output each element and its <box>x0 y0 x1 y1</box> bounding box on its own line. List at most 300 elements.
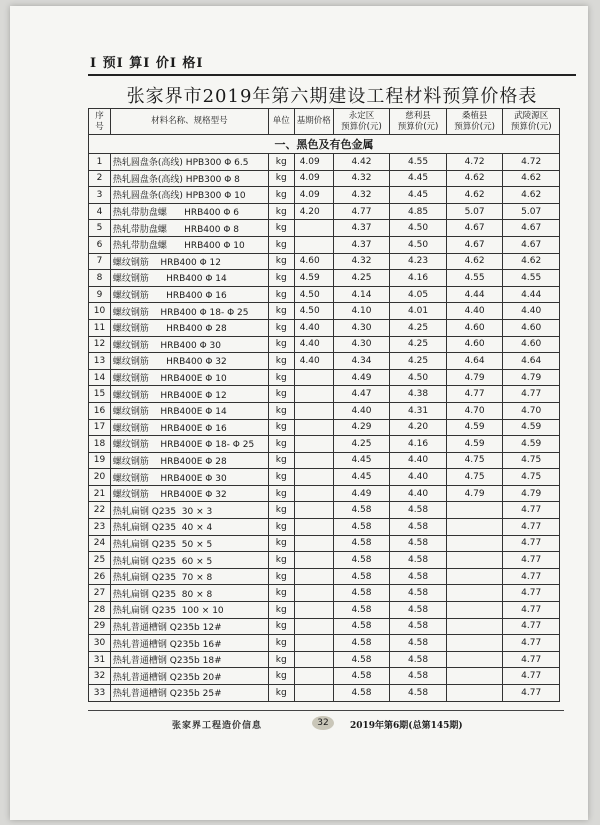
row-no: 21 <box>89 485 111 502</box>
price-yongding: 4.30 <box>333 319 390 336</box>
unit: kg <box>268 535 294 552</box>
row-no: 30 <box>89 635 111 652</box>
price-sangzhi: 4.59 <box>446 419 503 436</box>
price-wulingyuan: 4.77 <box>503 651 560 668</box>
price-wulingyuan: 4.77 <box>503 568 560 585</box>
base-price <box>294 436 333 453</box>
base-price: 4.09 <box>294 170 333 187</box>
material-name: 热轧带肋盘螺 HRB400 Φ 10 <box>110 236 268 253</box>
header-wulingyuan: 武陵源区 预算价(元) <box>503 109 560 135</box>
base-price: 4.40 <box>294 353 333 370</box>
row-no: 1 <box>89 154 111 171</box>
price-cili: 4.58 <box>390 535 447 552</box>
material-name: 热轧普通槽钢 Q235b 18# <box>110 651 268 668</box>
header-unit: 单位 <box>268 109 294 135</box>
price-cili: 4.58 <box>390 635 447 652</box>
price-wulingyuan: 4.60 <box>503 336 560 353</box>
price-cili: 4.25 <box>390 336 447 353</box>
price-sangzhi: 4.62 <box>446 170 503 187</box>
price-yongding: 4.37 <box>333 220 390 237</box>
price-wulingyuan: 4.79 <box>503 369 560 386</box>
table-row <box>89 253 560 270</box>
price-sangzhi <box>446 552 503 569</box>
table-row <box>89 452 560 469</box>
material-name: 螺纹钢筋 HRB400E Φ 16 <box>110 419 268 436</box>
price-cili: 4.25 <box>390 319 447 336</box>
row-no: 10 <box>89 303 111 320</box>
unit: kg <box>268 452 294 469</box>
price-sangzhi: 4.64 <box>446 353 503 370</box>
unit: kg <box>268 386 294 403</box>
table-row <box>89 635 560 652</box>
price-yongding: 4.25 <box>333 436 390 453</box>
row-no: 25 <box>89 552 111 569</box>
price-yongding: 4.58 <box>333 635 390 652</box>
unit: kg <box>268 270 294 287</box>
material-name: 热轧扁钢 Q235 60 × 5 <box>110 552 268 569</box>
table-row <box>89 270 560 287</box>
price-sangzhi: 4.60 <box>446 336 503 353</box>
unit: kg <box>268 203 294 220</box>
unit: kg <box>268 253 294 270</box>
price-yongding: 4.32 <box>333 170 390 187</box>
row-no: 2 <box>89 170 111 187</box>
price-wulingyuan: 4.77 <box>503 502 560 519</box>
base-price: 4.50 <box>294 286 333 303</box>
base-price: 4.59 <box>294 270 333 287</box>
price-sangzhi: 4.75 <box>446 469 503 486</box>
table-row <box>89 369 560 386</box>
price-cili: 4.58 <box>390 618 447 635</box>
price-yongding: 4.25 <box>333 270 390 287</box>
price-yongding: 4.58 <box>333 535 390 552</box>
price-wulingyuan: 4.70 <box>503 402 560 419</box>
unit: kg <box>268 187 294 204</box>
price-cili: 4.45 <box>390 170 447 187</box>
base-price: 4.09 <box>294 154 333 171</box>
row-no: 14 <box>89 369 111 386</box>
price-yongding: 4.32 <box>333 253 390 270</box>
row-no: 11 <box>89 319 111 336</box>
row-no: 20 <box>89 469 111 486</box>
row-no: 13 <box>89 353 111 370</box>
footer-publication: 张家界工程造价信息 <box>172 721 263 731</box>
table-row <box>89 568 560 585</box>
footer-rule <box>88 710 564 711</box>
price-yongding: 4.58 <box>333 568 390 585</box>
price-wulingyuan: 4.72 <box>503 154 560 171</box>
price-cili: 4.58 <box>390 502 447 519</box>
price-sangzhi <box>446 618 503 635</box>
price-sangzhi: 4.77 <box>446 386 503 403</box>
price-wulingyuan: 4.44 <box>503 286 560 303</box>
price-sangzhi: 4.40 <box>446 303 503 320</box>
price-cili: 4.58 <box>390 668 447 685</box>
table-row <box>89 469 560 486</box>
table-row <box>89 170 560 187</box>
base-price <box>294 685 333 702</box>
unit: kg <box>268 668 294 685</box>
base-price <box>294 469 333 486</box>
unit: kg <box>268 552 294 569</box>
table-row <box>89 303 560 320</box>
table-row <box>89 402 560 419</box>
price-sangzhi: 4.79 <box>446 485 503 502</box>
row-no: 22 <box>89 502 111 519</box>
table-row <box>89 502 560 519</box>
page-title: 张家界市2019年第六期建设工程材料预算价格表 <box>126 86 538 107</box>
price-sangzhi: 4.62 <box>446 187 503 204</box>
price-sangzhi: 4.75 <box>446 452 503 469</box>
table-row <box>89 187 560 204</box>
price-yongding: 4.58 <box>333 651 390 668</box>
row-no: 8 <box>89 270 111 287</box>
base-price <box>294 386 333 403</box>
table-row <box>89 685 560 702</box>
price-sangzhi: 4.67 <box>446 220 503 237</box>
price-wulingyuan: 4.75 <box>503 469 560 486</box>
row-no: 6 <box>89 236 111 253</box>
table-row <box>89 353 560 370</box>
price-yongding: 4.32 <box>333 187 390 204</box>
price-cili: 4.58 <box>390 552 447 569</box>
price-yongding: 4.47 <box>333 386 390 403</box>
price-sangzhi: 4.55 <box>446 270 503 287</box>
price-cili: 4.40 <box>390 452 447 469</box>
price-wulingyuan: 4.77 <box>503 602 560 619</box>
price-cili: 4.25 <box>390 353 447 370</box>
price-wulingyuan: 4.55 <box>503 270 560 287</box>
table-header-row <box>89 109 560 135</box>
price-cili: 4.50 <box>390 236 447 253</box>
price-cili: 4.40 <box>390 485 447 502</box>
header-no: 序 号 <box>89 109 111 135</box>
row-no: 5 <box>89 220 111 237</box>
header-rule <box>88 74 576 76</box>
base-price <box>294 519 333 536</box>
material-name: 热轧普通槽钢 Q235b 20# <box>110 668 268 685</box>
price-sangzhi <box>446 635 503 652</box>
price-cili: 4.38 <box>390 386 447 403</box>
row-no: 26 <box>89 568 111 585</box>
base-price <box>294 635 333 652</box>
price-sangzhi <box>446 651 503 668</box>
price-wulingyuan: 4.59 <box>503 436 560 453</box>
price-sangzhi <box>446 519 503 536</box>
price-wulingyuan: 4.67 <box>503 220 560 237</box>
unit: kg <box>268 618 294 635</box>
material-name: 热轧扁钢 Q235 70 × 8 <box>110 568 268 585</box>
base-price <box>294 651 333 668</box>
price-cili: 4.58 <box>390 651 447 668</box>
price-wulingyuan: 4.77 <box>503 519 560 536</box>
base-price <box>294 485 333 502</box>
row-no: 31 <box>89 651 111 668</box>
price-wulingyuan: 4.67 <box>503 236 560 253</box>
unit: kg <box>268 220 294 237</box>
price-yongding: 4.77 <box>333 203 390 220</box>
table-row <box>89 651 560 668</box>
price-wulingyuan: 4.62 <box>503 187 560 204</box>
table-row <box>89 602 560 619</box>
material-name: 热轧扁钢 Q235 50 × 5 <box>110 535 268 552</box>
material-name: 热轧扁钢 Q235 40 × 4 <box>110 519 268 536</box>
price-wulingyuan: 4.40 <box>503 303 560 320</box>
row-no: 15 <box>89 386 111 403</box>
row-no: 3 <box>89 187 111 204</box>
price-cili: 4.01 <box>390 303 447 320</box>
material-name: 热轧普通槽钢 Q235b 25# <box>110 685 268 702</box>
material-name: 螺纹钢筋 HRB400 Φ 30 <box>110 336 268 353</box>
price-wulingyuan: 4.77 <box>503 618 560 635</box>
price-cili: 4.85 <box>390 203 447 220</box>
price-cili: 4.58 <box>390 568 447 585</box>
table-row <box>89 319 560 336</box>
price-wulingyuan: 4.79 <box>503 485 560 502</box>
material-name: 螺纹钢筋 HRB400 Φ 14 <box>110 270 268 287</box>
unit: kg <box>268 635 294 652</box>
price-yongding: 4.37 <box>333 236 390 253</box>
row-no: 12 <box>89 336 111 353</box>
price-wulingyuan: 4.77 <box>503 635 560 652</box>
unit: kg <box>268 154 294 171</box>
table-row <box>89 519 560 536</box>
unit: kg <box>268 685 294 702</box>
table-row <box>89 552 560 569</box>
price-yongding: 4.58 <box>333 519 390 536</box>
price-wulingyuan: 4.75 <box>503 452 560 469</box>
unit: kg <box>268 651 294 668</box>
base-price: 4.40 <box>294 319 333 336</box>
price-yongding: 4.58 <box>333 552 390 569</box>
price-yongding: 4.58 <box>333 585 390 602</box>
price-cili: 4.20 <box>390 419 447 436</box>
price-wulingyuan: 4.77 <box>503 535 560 552</box>
price-wulingyuan: 4.62 <box>503 170 560 187</box>
base-price <box>294 220 333 237</box>
base-price <box>294 402 333 419</box>
material-name: 螺纹钢筋 HRB400E Φ 18- Φ 25 <box>110 436 268 453</box>
price-sangzhi: 4.79 <box>446 369 503 386</box>
table-row <box>89 419 560 436</box>
material-name: 螺纹钢筋 HRB400 Φ 12 <box>110 253 268 270</box>
row-no: 32 <box>89 668 111 685</box>
material-name: 热轧圆盘条(高线) HPB300 Φ 10 <box>110 187 268 204</box>
unit: kg <box>268 519 294 536</box>
base-price <box>294 618 333 635</box>
table-row <box>89 585 560 602</box>
unit: kg <box>268 353 294 370</box>
price-yongding: 4.49 <box>333 369 390 386</box>
price-cili: 4.50 <box>390 220 447 237</box>
header-cili: 慈利县 预算价(元) <box>390 109 447 135</box>
price-sangzhi: 4.70 <box>446 402 503 419</box>
unit: kg <box>268 436 294 453</box>
price-cili: 4.23 <box>390 253 447 270</box>
price-cili: 4.58 <box>390 585 447 602</box>
table-row <box>89 386 560 403</box>
unit: kg <box>268 568 294 585</box>
material-name: 热轧带肋盘螺 HRB400 Φ 6 <box>110 203 268 220</box>
section-row <box>89 135 560 154</box>
price-yongding: 4.42 <box>333 154 390 171</box>
price-cili: 4.58 <box>390 519 447 536</box>
row-no: 27 <box>89 585 111 602</box>
material-name: 螺纹钢筋 HRB400E Φ 12 <box>110 386 268 403</box>
header-name: 材料名称、规格型号 <box>110 109 268 135</box>
table-row <box>89 154 560 171</box>
row-no: 17 <box>89 419 111 436</box>
price-sangzhi: 4.44 <box>446 286 503 303</box>
base-price <box>294 236 333 253</box>
header-mark: I 预I 算I 价I 格I <box>90 56 204 71</box>
material-name: 热轧带肋盘螺 HRB400 Φ 8 <box>110 220 268 237</box>
price-sangzhi <box>446 585 503 602</box>
row-no: 9 <box>89 286 111 303</box>
material-name: 螺纹钢筋 HRB400E Φ 14 <box>110 402 268 419</box>
price-cili: 4.40 <box>390 469 447 486</box>
price-cili: 4.58 <box>390 685 447 702</box>
material-name: 热轧圆盘条(高线) HPB300 Φ 6.5 <box>110 154 268 171</box>
price-wulingyuan: 4.77 <box>503 685 560 702</box>
material-name: 热轧扁钢 Q235 100 × 10 <box>110 602 268 619</box>
unit: kg <box>268 336 294 353</box>
base-price: 4.60 <box>294 253 333 270</box>
row-no: 24 <box>89 535 111 552</box>
base-price <box>294 502 333 519</box>
price-wulingyuan: 4.77 <box>503 585 560 602</box>
price-wulingyuan: 4.60 <box>503 319 560 336</box>
table-row <box>89 668 560 685</box>
material-name: 螺纹钢筋 HRB400E Φ 32 <box>110 485 268 502</box>
price-yongding: 4.49 <box>333 485 390 502</box>
material-name: 热轧普通槽钢 Q235b 16# <box>110 635 268 652</box>
material-name: 热轧扁钢 Q235 30 × 3 <box>110 502 268 519</box>
price-yongding: 4.58 <box>333 502 390 519</box>
base-price: 4.09 <box>294 187 333 204</box>
price-table <box>88 108 560 702</box>
price-sangzhi: 4.72 <box>446 154 503 171</box>
base-price: 4.50 <box>294 303 333 320</box>
price-wulingyuan: 4.64 <box>503 353 560 370</box>
base-price <box>294 452 333 469</box>
unit: kg <box>268 485 294 502</box>
header-base-price: 基期价格 <box>294 109 333 135</box>
page-number: 32 <box>312 716 334 730</box>
material-name: 螺纹钢筋 HRB400E Φ 10 <box>110 369 268 386</box>
unit: kg <box>268 369 294 386</box>
price-sangzhi: 5.07 <box>446 203 503 220</box>
table-row <box>89 336 560 353</box>
row-no: 23 <box>89 519 111 536</box>
price-yongding: 4.58 <box>333 685 390 702</box>
row-no: 7 <box>89 253 111 270</box>
row-no: 33 <box>89 685 111 702</box>
price-yongding: 4.14 <box>333 286 390 303</box>
table-row <box>89 485 560 502</box>
price-sangzhi: 4.62 <box>446 253 503 270</box>
price-cili: 4.50 <box>390 369 447 386</box>
price-yongding: 4.34 <box>333 353 390 370</box>
base-price <box>294 419 333 436</box>
base-price <box>294 535 333 552</box>
unit: kg <box>268 319 294 336</box>
material-name: 螺纹钢筋 HRB400 Φ 28 <box>110 319 268 336</box>
material-name: 螺纹钢筋 HRB400E Φ 30 <box>110 469 268 486</box>
price-yongding: 4.10 <box>333 303 390 320</box>
price-yongding: 4.58 <box>333 668 390 685</box>
table-row <box>89 618 560 635</box>
price-sangzhi <box>446 668 503 685</box>
price-yongding: 4.58 <box>333 618 390 635</box>
price-yongding: 4.40 <box>333 402 390 419</box>
price-yongding: 4.45 <box>333 469 390 486</box>
header-yongding: 永定区 预算价(元) <box>333 109 390 135</box>
price-sangzhi <box>446 602 503 619</box>
unit: kg <box>268 303 294 320</box>
header-sangzhi: 桑植县 预算价(元) <box>446 109 503 135</box>
unit: kg <box>268 236 294 253</box>
price-sangzhi <box>446 535 503 552</box>
table-row <box>89 286 560 303</box>
unit: kg <box>268 419 294 436</box>
section-title: 一、黑色及有色金属 <box>89 135 560 154</box>
material-name: 螺纹钢筋 HRB400 Φ 16 <box>110 286 268 303</box>
unit: kg <box>268 402 294 419</box>
price-sangzhi <box>446 502 503 519</box>
price-yongding: 4.58 <box>333 602 390 619</box>
row-no: 29 <box>89 618 111 635</box>
price-cili: 4.05 <box>390 286 447 303</box>
material-name: 热轧圆盘条(高线) HPB300 Φ 8 <box>110 170 268 187</box>
table-row <box>89 220 560 237</box>
price-sangzhi: 4.60 <box>446 319 503 336</box>
price-cili: 4.45 <box>390 187 447 204</box>
unit: kg <box>268 602 294 619</box>
unit: kg <box>268 286 294 303</box>
price-yongding: 4.30 <box>333 336 390 353</box>
price-sangzhi <box>446 568 503 585</box>
price-wulingyuan: 4.77 <box>503 668 560 685</box>
price-wulingyuan: 4.59 <box>503 419 560 436</box>
price-cili: 4.55 <box>390 154 447 171</box>
base-price <box>294 552 333 569</box>
base-price <box>294 602 333 619</box>
table-row <box>89 203 560 220</box>
base-price <box>294 585 333 602</box>
material-name: 螺纹钢筋 HRB400 Φ 18- Φ 25 <box>110 303 268 320</box>
base-price <box>294 668 333 685</box>
material-name: 螺纹钢筋 HRB400 Φ 32 <box>110 353 268 370</box>
price-sangzhi: 4.59 <box>446 436 503 453</box>
table-row <box>89 436 560 453</box>
material-name: 热轧普通槽钢 Q235b 12# <box>110 618 268 635</box>
row-no: 4 <box>89 203 111 220</box>
unit: kg <box>268 170 294 187</box>
base-price <box>294 369 333 386</box>
price-sangzhi: 4.67 <box>446 236 503 253</box>
price-cili: 4.16 <box>390 270 447 287</box>
price-cili: 4.16 <box>390 436 447 453</box>
footer-issue: 2019年第6期(总第145期) <box>350 721 463 731</box>
row-no: 19 <box>89 452 111 469</box>
price-sangzhi <box>446 685 503 702</box>
unit: kg <box>268 469 294 486</box>
material-name: 热轧扁钢 Q235 80 × 8 <box>110 585 268 602</box>
price-wulingyuan: 4.62 <box>503 253 560 270</box>
unit: kg <box>268 585 294 602</box>
price-cili: 4.31 <box>390 402 447 419</box>
